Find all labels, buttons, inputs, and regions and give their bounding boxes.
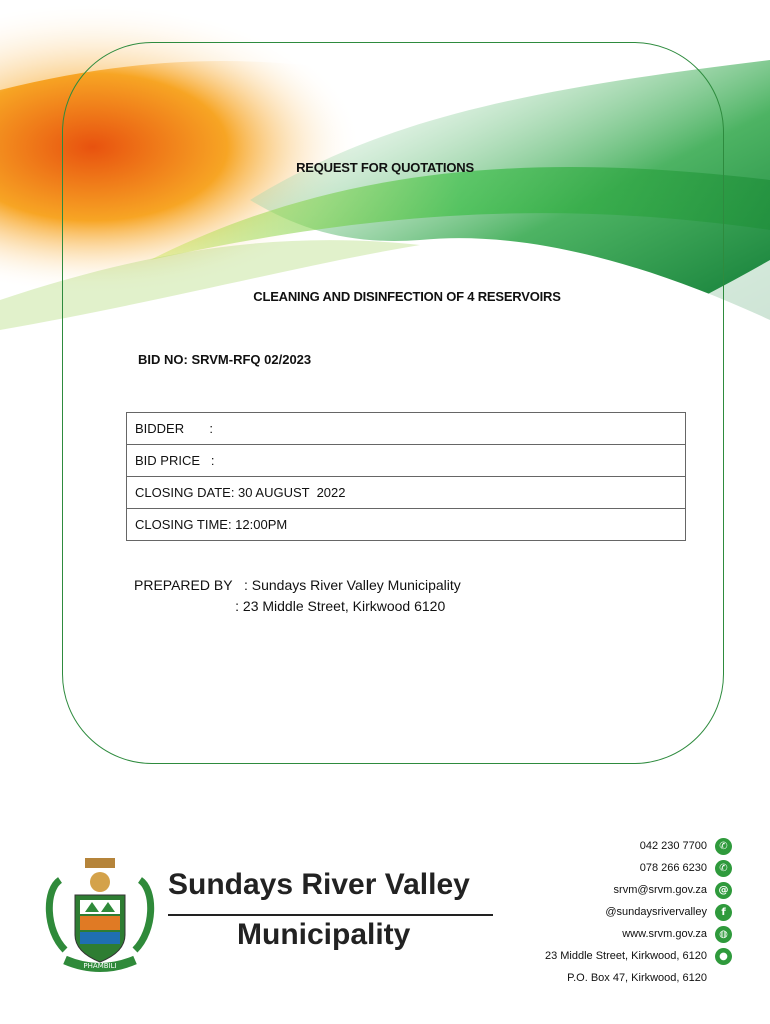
phone-text: 042 230 7700 (639, 840, 707, 852)
table-row (127, 445, 686, 477)
table-row (127, 509, 686, 541)
contact-email (545, 879, 732, 901)
bid-price-cell: BID PRICE : (127, 445, 686, 477)
document-frame (62, 42, 724, 764)
location-icon: ● (715, 948, 732, 965)
contact-facebook (545, 901, 732, 923)
document-subtitle: CLEANING AND DISINFECTION OF 4 RESERVOIRS (253, 289, 561, 304)
contact-list (545, 835, 732, 989)
phone-icon: ✆ (715, 838, 732, 855)
contact-whatsapp (545, 857, 732, 879)
crest-motto: PHAMBILI (83, 962, 117, 970)
prepared-address-line: : 23 Middle Street, Kirkwood 6120 (134, 598, 446, 614)
document-title: REQUEST FOR QUOTATIONS (296, 160, 474, 175)
bid-number: BID NO: SRVM-RFQ 02/2023 (138, 352, 312, 367)
po-box: P.O. Box 47, Kirkwood, 6120 (567, 972, 707, 984)
contact-phone (545, 835, 732, 857)
prepared-by-block (134, 575, 461, 617)
website-text: www.srvm.gov.za (622, 928, 707, 940)
bidder-cell: BIDDER : (127, 413, 686, 445)
table-row (127, 477, 686, 509)
whatsapp-text: 078 266 6230 (639, 862, 707, 874)
whatsapp-icon: ✆ (715, 860, 732, 877)
facebook-icon: f (715, 904, 732, 921)
prepared-by-line: PREPARED BY : Sundays River Valley Municipality (134, 577, 461, 593)
contact-address (545, 945, 732, 967)
bid-details-table (126, 412, 686, 541)
brand-name-line2: Municipality (237, 918, 411, 951)
brand-divider (168, 914, 493, 916)
closing-time-cell: CLOSING TIME: 12:00PM (127, 509, 686, 541)
closing-date-cell: CLOSING DATE: 30 AUGUST 2022 (127, 477, 686, 509)
facebook-text: @sundaysrivervalley (605, 906, 707, 918)
email-icon: @ (715, 882, 732, 899)
municipal-crest-logo (40, 850, 160, 975)
contact-website (545, 923, 732, 945)
address-text: 23 Middle Street, Kirkwood, 6120 (544, 950, 707, 962)
brand-name-line1: Sundays River Valley (168, 868, 470, 901)
email-text: srvm@srvm.gov.za (613, 884, 707, 896)
table-row (127, 413, 686, 445)
globe-icon: ◍ (715, 926, 732, 943)
